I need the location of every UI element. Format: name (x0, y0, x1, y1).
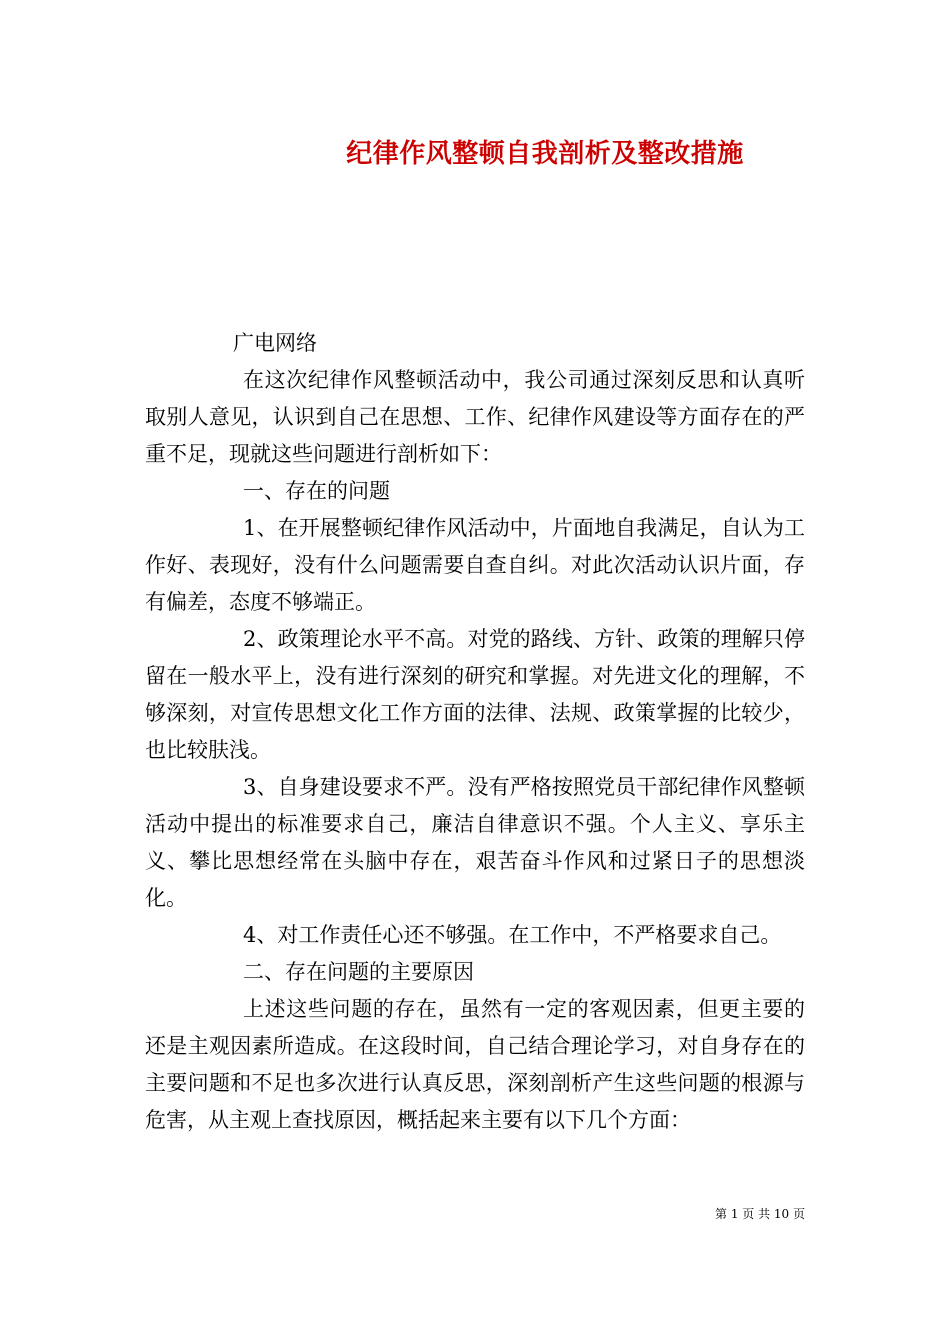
section-heading-1: 一、存在的问题 (243, 479, 390, 503)
paragraph-item-1: 1、在开展整顿纪律作风活动中，片面地自我满足，自认为工作好、表现好，没有什么问题需要自查自纠。对此次活动认识片面，存有偏差，态度不够端正。 (145, 516, 805, 614)
section-heading-2: 二、存在问题的主要原因 (243, 960, 474, 984)
paragraph-item-3: 3、自身建设要求不严。没有严格按照党员干部纪律作风整顿活动中提出的标准要求自己，廉洁自律意识不强。个人主义、享乐主义、攀比思想经常在头脑中存在，艰苦奋斗作风和过紧日子的思想淡化。 (145, 775, 805, 910)
page-footer: 第 1 页 共 10 页 (715, 1207, 805, 1221)
document-title: 纪律作风整顿自我剖析及整改措施 (346, 139, 744, 169)
paragraph-causes: 上述这些问题的存在，虽然有一定的客观因素，但更主要的还是主观因素所造成。在这段时间，自己结合理论学习，对自身存在的主要问题和不足也多次进行认真反思，深刻剖析产生这些问题的根源与危害，从主观上查找原因，概括起来主要有以下几个方面： (145, 997, 805, 1132)
paragraph-intro: 在这次纪律作风整顿活动中，我公司通过深刻反思和认真听取别人意见，认识到自己在思想、工作、纪律作风建设等方面存在的严重不足，现就这些问题进行剖析如下： (145, 368, 805, 466)
paragraph-item-2: 2、政策理论水平不高。对党的路线、方针、政策的理解只停留在一般水平上，没有进行深刻的研究和掌握。对先进文化的理解，不够深刻，对宣传思想文化工作方面的法律、法规、政策掌握的比较少，也比较肤浅。 (145, 627, 805, 762)
paragraph-item-4: 4、对工作责任心还不够强。在工作中，不严格要求自己。 (243, 923, 782, 947)
document-body (145, 325, 805, 1139)
author-line: 广电网络 (233, 331, 317, 355)
